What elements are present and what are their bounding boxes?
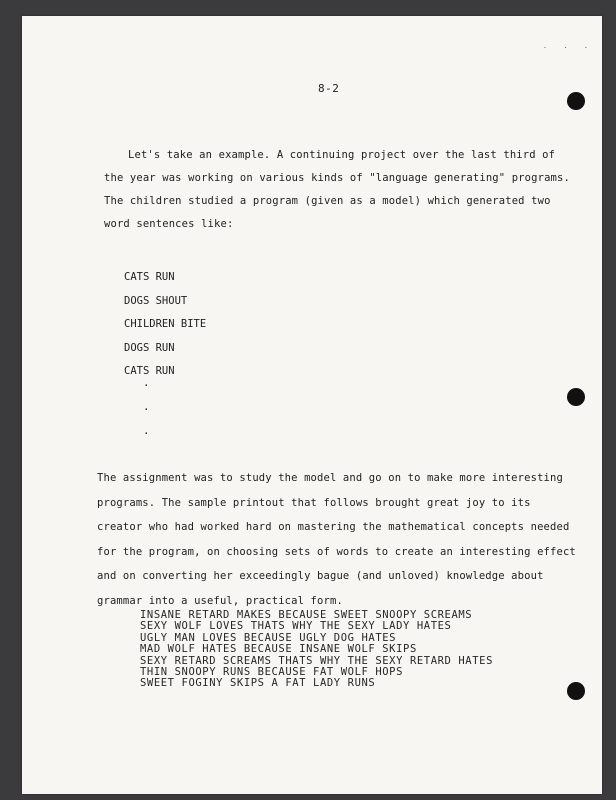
assignment-line: and on converting her exceedingly bague (and unloved) knowledge about <box>97 570 544 582</box>
assignment-line: programs. The sample printout that follows brought great joy to its <box>97 496 531 509</box>
assignment-line: for the program, on choosing sets of words to create an interesting effect <box>97 545 576 558</box>
assignment-line: The assignment was to study the model and go on to make more interesting <box>97 472 563 484</box>
paper-specks: . . . <box>542 42 594 50</box>
example-sentence-list <box>124 266 206 384</box>
intro-line: Let's take an example. A continuing project over the last third of <box>128 149 556 161</box>
printout-line: SWEET FOGINY SKIPS A FAT LADY RUNS <box>140 677 376 690</box>
binder-hole-middle <box>567 388 585 406</box>
printout-line: SEXY RETARD SCREAMS THATS WHY THE SEXY RETARD HATES <box>140 654 493 667</box>
ellipsis-dot: . <box>143 376 150 389</box>
printout-line: SEXY WOLF LOVES THATS WHY THE SEXY LADY HATES <box>140 620 452 633</box>
binder-hole-bottom <box>567 682 585 700</box>
assignment-paragraph <box>97 466 576 613</box>
intro-paragraph <box>104 144 570 236</box>
intro-line: The children studied a program (given as a model) which generated two <box>104 195 551 207</box>
page-number: 8-2 <box>318 82 340 95</box>
example-sentence: DOGS SHOUT <box>124 294 188 307</box>
printout-line: INSANE RETARD MAKES BECAUSE SWEET SNOOPY SCREAMS <box>140 609 473 621</box>
intro-line: word sentences like: <box>104 218 234 230</box>
printout-line: UGLY MAN LOVES BECAUSE UGLY DOG HATES <box>140 631 397 644</box>
assignment-line: grammar into a useful, practical form. <box>97 594 343 607</box>
example-sentence: DOGS RUN <box>124 341 175 354</box>
ellipsis-dot: . <box>143 400 150 413</box>
intro-line: the year was working on various kinds of "language generating" programs. <box>104 172 570 184</box>
printout-line: MAD WOLF HATES BECAUSE INSANE WOLF SKIPS <box>140 643 417 656</box>
binder-hole-top <box>567 92 585 110</box>
assignment-line: creator who had worked hard on mastering the mathematical concepts needed <box>97 521 570 533</box>
document-page <box>22 16 602 794</box>
example-sentence: CATS RUN <box>124 365 175 377</box>
sample-printout <box>140 610 493 690</box>
example-sentence: CATS RUN <box>124 271 175 283</box>
example-sentence: CHILDREN BITE <box>124 318 207 330</box>
ellipsis-dot: . <box>143 424 150 437</box>
printout-line: THIN SNOOPY RUNS BECAUSE FAT WOLF HOPS <box>140 666 404 679</box>
